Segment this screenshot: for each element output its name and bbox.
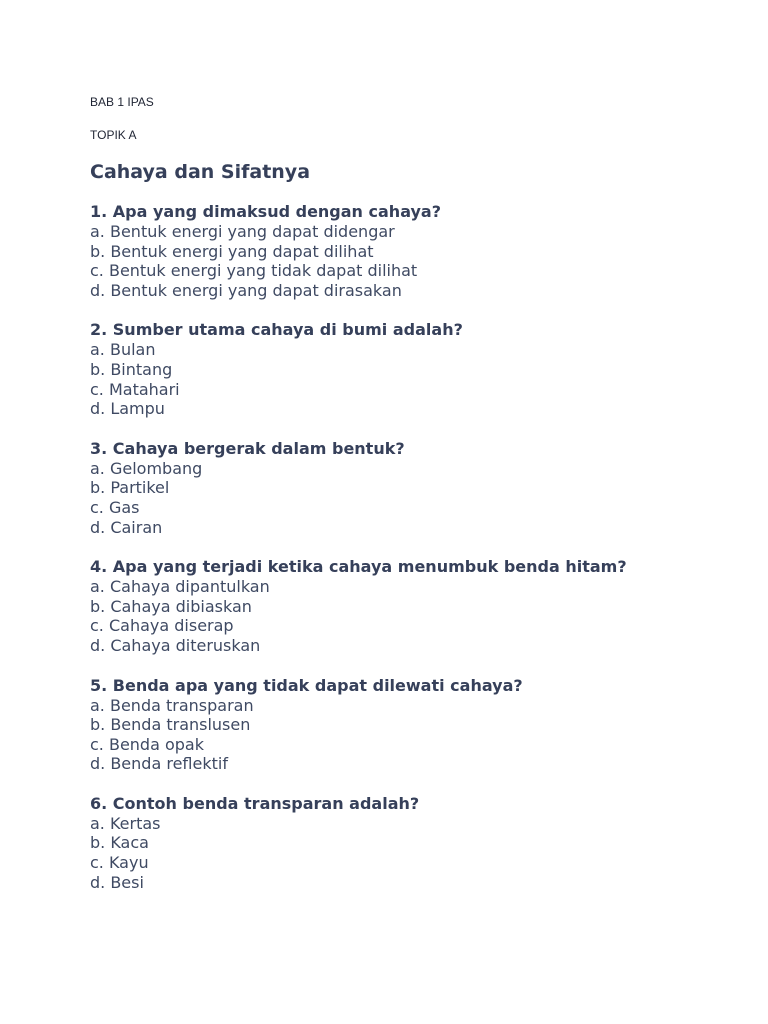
option-b: b. Benda translusen	[90, 715, 251, 735]
option-b: b. Bentuk energi yang dapat dilihat	[90, 241, 374, 261]
option-b: b. Cahaya dibiaskan	[90, 596, 252, 616]
question-text: 2. Sumber utama cahaya di bumi adalah?	[90, 320, 463, 340]
question-5	[90, 676, 768, 774]
option-a: a. Benda transparan	[90, 695, 254, 715]
option-b: b. Kaca	[90, 833, 149, 853]
question-3	[90, 439, 768, 537]
option-a: a. Bentuk energi yang dapat didengar	[90, 222, 395, 241]
topic-label: TOPIK A	[90, 128, 137, 142]
question-6	[90, 794, 768, 892]
question-text: 1. Apa yang dimaksud dengan cahaya?	[90, 202, 441, 221]
document-title: Cahaya dan Sifatnya	[90, 161, 311, 183]
option-c: c. Kayu	[90, 853, 149, 873]
answer-options	[90, 459, 768, 537]
question-2	[90, 320, 768, 418]
option-a: a. Gelombang	[90, 458, 203, 478]
option-d: d. Cahaya diteruskan	[90, 635, 261, 655]
answer-options	[90, 814, 768, 892]
question-4	[90, 557, 768, 655]
option-c: c. Gas	[90, 497, 140, 517]
answer-options	[90, 577, 768, 655]
option-c: c. Bentuk energi yang tidak dapat dilihat	[90, 261, 418, 281]
question-text: 5. Benda apa yang tidak dapat dilewati cahaya?	[90, 675, 523, 695]
option-d: d. Bentuk energi yang dapat dirasakan	[90, 280, 402, 300]
question-text: 6. Contoh benda transparan adalah?	[90, 793, 420, 813]
answer-options	[90, 340, 768, 418]
chapter-label: BAB 1 IPAS	[90, 95, 154, 109]
question-text: 3. Cahaya bergerak dalam bentuk?	[90, 438, 405, 458]
option-d: d. Lampu	[90, 399, 165, 419]
answer-options	[90, 222, 768, 300]
option-a: a. Cahaya dipantulkan	[90, 577, 270, 597]
option-a: a. Bulan	[90, 340, 156, 360]
option-d: d. Benda reflektif	[90, 754, 228, 774]
option-c: c. Cahaya diserap	[90, 616, 234, 636]
question-1	[90, 202, 768, 300]
question-text: 4. Apa yang terjadi ketika cahaya menumbuk benda hitam?	[90, 557, 627, 577]
option-d: d. Besi	[90, 872, 144, 892]
option-a: a. Kertas	[90, 813, 161, 833]
option-b: b. Bintang	[90, 359, 173, 379]
option-d: d. Cairan	[90, 517, 163, 537]
option-c: c. Benda opak	[90, 734, 204, 754]
option-c: c. Matahari	[90, 379, 180, 399]
option-b: b. Partikel	[90, 478, 170, 498]
answer-options	[90, 696, 768, 774]
